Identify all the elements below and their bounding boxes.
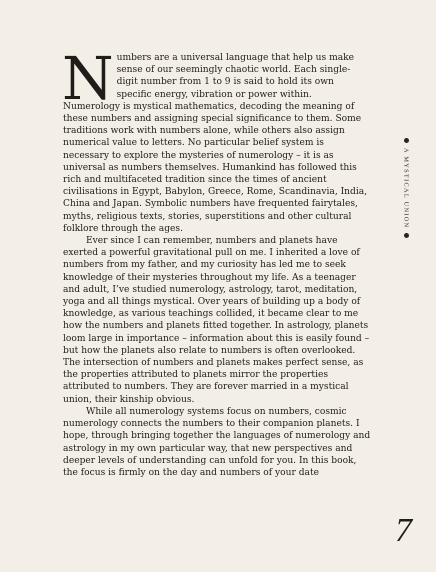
dot-ornament-top: [404, 138, 409, 143]
dot-ornament-bottom: [404, 233, 409, 238]
paragraph-3: While all numerology systems focus on numbers, cosmic numerology connects the numbers to their companion planets. I hope, through bringing together the languages of numerology and astrology in my own particular way, that new perspectives and deeper levels of understanding can unfold for you. In this book, the focus is firmly on the day and numbers of your date: [63, 406, 371, 478]
running-head: [400, 138, 412, 258]
paragraph-1: [62, 44, 371, 235]
paragraph-1-text: umbers are a universal language that help us make sense of our seemingly chaotic world. Each single-digit number from 1 to 9 is said to hold its own specific energy, vibration or power within. Numerology is mystical mathematics, decoding the meaning of these numbers and assigning special significance to them. Some traditions work with numbers alone, while others also assign numerical value to letters. No particular belief system is necessary to explore the mysteries of numerology – it is as universal as numbers themselves. Humankind has followed this rich and multifaceted tradition since the times of ancient civilisations in Egypt, Babylon, Greece, Rome, Scandinavia, India, China and Japan. Symbolic numbers have frequented fairytales, myths, religious texts, stories, superstitions and other cultural folklore through the ages.: [63, 53, 368, 234]
running-head-label: A MYSTICAL UNION: [402, 148, 410, 229]
body-text: [62, 44, 371, 479]
paragraph-2: Ever since I can remember, numbers and planets have exerted a powerful gravitational pull on me. I inherited a love of numbers from my father, and my curiosity has led me to seek knowledge of their mysteries throughout my life. As a teenager and adult, I’ve studied numerology, astrology, tarot, meditation, yoga and all things mystical. Over years of building up a body of knowledge, as various teachings collided, it became clear to me how the numbers and planets fitted together. In astrology, planets loom large in importance – information about this is easily found – but how the planets also relate to numbers is often overlooked. The intersection of numbers and planets makes perfect sense, as the properties attributed to planets mirror the properties attributed to numbers. They are forever married in a mystical union, their kinship obvious.: [63, 236, 370, 405]
page-number: 7: [395, 512, 412, 549]
dropcap: N: [62, 44, 114, 113]
